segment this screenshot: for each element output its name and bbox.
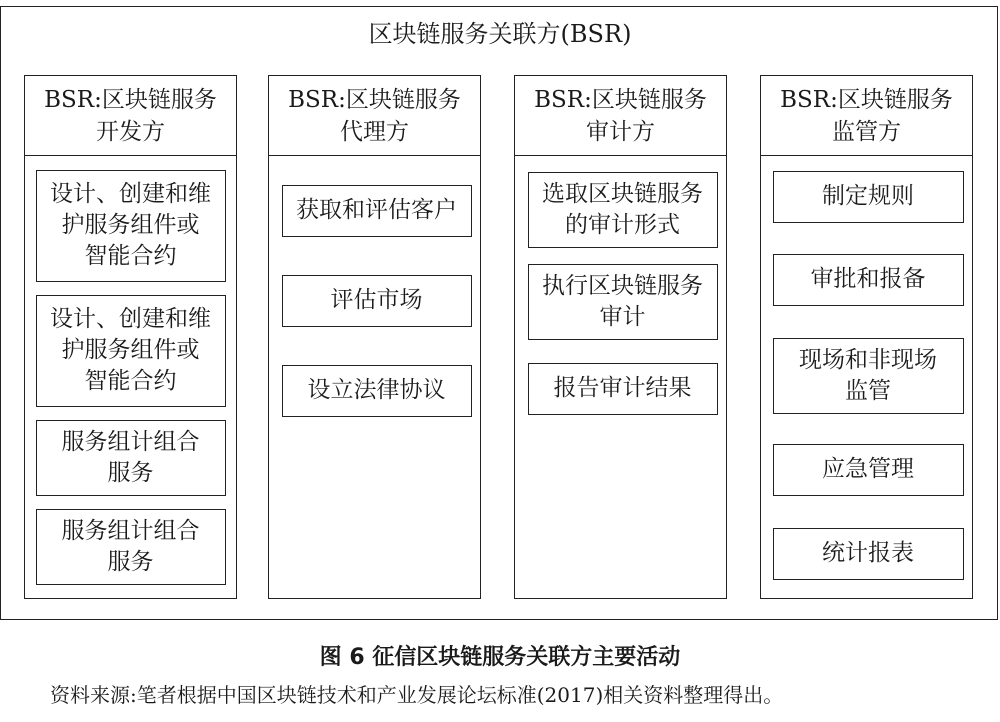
- figure-caption: 图 6 征信区块链服务关联方主要活动: [319, 645, 681, 670]
- column-header-line: BSR:区块链服务: [44, 86, 217, 113]
- activity-line: 选取区块链服务: [542, 180, 703, 207]
- activity-line: 执行区块链服务: [542, 272, 703, 299]
- column-header-line: 开发方: [96, 118, 165, 145]
- column-auditor: [514, 75, 727, 599]
- column-header-auditor: [515, 76, 726, 156]
- column-header-developer: [25, 76, 236, 156]
- activity-box: [528, 172, 718, 248]
- activity-line: 服务: [107, 459, 154, 486]
- activity-line: 制定规则: [822, 183, 914, 209]
- activity-box: [36, 170, 226, 282]
- activity-line: 审批和报备: [810, 266, 926, 292]
- activity-box: [528, 363, 718, 415]
- column-header-line: 审计方: [586, 118, 655, 145]
- activity-box: [528, 264, 718, 340]
- column-header-regulator: [761, 76, 972, 156]
- activity-line: 服务: [107, 548, 154, 575]
- activity-line: 设立法律协议: [307, 377, 446, 403]
- activity-line: 应急管理: [822, 456, 914, 482]
- diagram-title: 区块链服务关联方(BSR): [368, 20, 632, 48]
- column-header-line: BSR:区块链服务: [288, 86, 461, 113]
- activity-line: 服务组计组合: [61, 428, 200, 455]
- activity-box: [36, 420, 226, 496]
- column-developer: [24, 75, 237, 599]
- activity-line: 现场和非现场: [799, 346, 937, 373]
- activity-line: 智能合约: [84, 243, 177, 269]
- activity-box: [773, 171, 964, 223]
- activity-line: 设计、创建和维: [50, 181, 211, 207]
- activity-box: [36, 509, 226, 585]
- source-note: 资料来源:笔者根据中国区块链技术和产业发展论坛标准(2017)相关资料整理得出。: [50, 683, 784, 707]
- activity-box: [282, 185, 472, 237]
- column-header-line: 监管方: [832, 118, 901, 145]
- activity-box: [773, 528, 964, 580]
- activity-line: 设计、创建和维: [50, 306, 211, 332]
- column-header-agent: [269, 76, 480, 156]
- activity-line: 监管: [845, 377, 891, 404]
- activity-box: [36, 295, 226, 407]
- activity-box: [773, 338, 964, 414]
- activity-line: 的审计形式: [565, 211, 680, 238]
- column-header-line: 代理方: [340, 118, 409, 145]
- activity-line: 评估市场: [330, 287, 423, 313]
- activity-line: 护服务组件或: [61, 212, 200, 238]
- activity-line: 获取和评估客户: [296, 197, 457, 223]
- column-regulator: [760, 75, 973, 599]
- activity-box: [773, 254, 964, 306]
- activity-box: [773, 444, 964, 496]
- activity-line: 服务组计组合: [61, 517, 200, 544]
- column-header-line: BSR:区块链服务: [534, 86, 707, 113]
- activity-line: 护服务组件或: [61, 337, 200, 363]
- column-agent: [268, 75, 481, 599]
- column-header-line: BSR:区块链服务: [780, 86, 953, 113]
- activity-box: [282, 365, 472, 417]
- activity-line: 智能合约: [84, 368, 177, 394]
- activity-line: 报告审计结果: [553, 375, 692, 401]
- activity-line: 统计报表: [822, 540, 914, 566]
- activity-line: 审计: [599, 303, 646, 330]
- activity-box: [282, 275, 472, 327]
